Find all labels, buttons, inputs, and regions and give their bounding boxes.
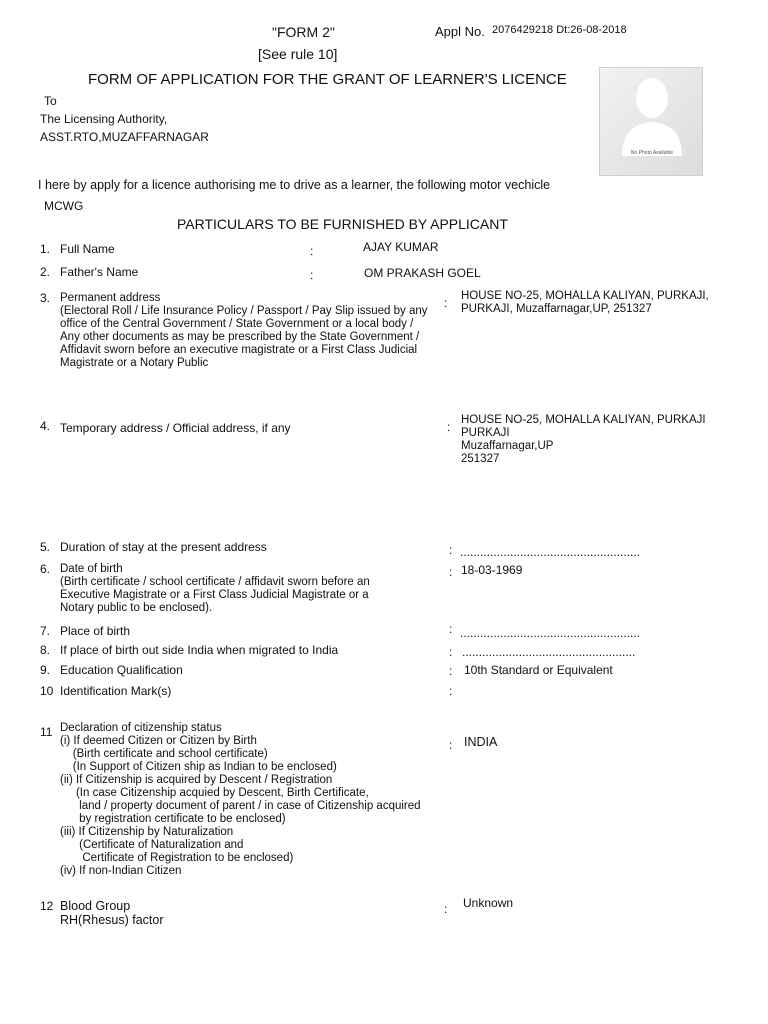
place-of-birth-value: ...................................................... <box>460 626 641 640</box>
education-value: 10th Standard or Equivalent <box>464 663 613 677</box>
appl-no-label: Appl No. <box>435 24 485 39</box>
section-title: PARTICULARS TO BE FURNISHED BY APPLICANT <box>177 216 508 232</box>
permanent-address-value: HOUSE NO-25, MOHALLA KALIYAN, PURKAJI, PURKAJI, Muzaffarnagar,UP, 251327 <box>461 290 709 315</box>
colon: : <box>449 645 453 659</box>
intro-text: I here by apply for a licence authorising me to drive as a learner, the following motor vechicle <box>38 178 551 192</box>
form-title: FORM OF APPLICATION FOR THE GRANT OF LEARNER'S LICENCE <box>88 71 567 88</box>
colon: : <box>310 268 314 282</box>
to-label: To <box>44 94 57 108</box>
item-number: 4. <box>40 419 51 433</box>
permanent-address-label: Permanent address (Electoral Roll / Life Insurance Policy / Passport / Pay Slip issued by any office of the Central Government / State Government or a local body / Any other documents as may be prescribed by the State Government / Affidavit sworn before an executive magistrate or a First Class Judicial Magistrate or a Notary Public <box>60 292 428 369</box>
citizenship-label: Declaration of citizenship status (i) If deemed Citizen or Citizen by Birth (Birth certificate and school certificate) (In Support of Citizen ship as Indian to be enclosed) (ii) If Citizenship is acquired by Descent / Registration (In case Citizenship acquied by Descent, Birth Certificate, land / property document of parent / in case of Citizenship acquired by registration certificate to be enclosed) (iii) If Citizenship by Naturalization (Certificate of Naturalization and Certificate of Registration to be enclosed) (iv) If non-Indian Citizen <box>60 722 421 877</box>
citizenship-value: INDIA <box>464 735 498 749</box>
item-number: 10 <box>40 684 54 698</box>
applicant-photo <box>599 67 703 176</box>
date-of-birth-label: Date of birth (Birth certificate / school certificate / affidavit sworn before an Executive Magistrate or a First Class Judicial Magistrate or a Notary public to be enclosed). <box>60 563 370 614</box>
full-name-label: Full Name <box>60 242 115 256</box>
identification-label: Identification Mark(s) <box>60 684 172 698</box>
item-number: 11 <box>40 725 53 739</box>
person-silhouette-icon <box>600 68 704 177</box>
rto-line: ASST.RTO,MUZAFFARNAGAR <box>40 130 209 144</box>
rule-reference: [See rule 10] <box>258 46 338 62</box>
item-number: 8. <box>40 643 51 657</box>
father-name-value: OM PRAKASH GOEL <box>364 266 481 280</box>
date-of-birth-value: 18-03-1969 <box>461 563 523 577</box>
colon: : <box>449 684 453 698</box>
colon: : <box>449 738 453 752</box>
item-number: 2. <box>40 265 51 279</box>
colon: : <box>449 622 453 636</box>
item-number: 3. <box>40 291 51 305</box>
temporary-address-label: Temporary address / Official address, if any <box>60 421 291 435</box>
item-number: 12 <box>40 899 54 913</box>
education-label: Education Qualification <box>60 663 183 677</box>
item-number: 1. <box>40 242 51 256</box>
blood-group-label: Blood Group RH(Rhesus) factor <box>60 899 164 927</box>
item-number: 7. <box>40 624 51 638</box>
migration-value: .................................................... <box>462 645 636 659</box>
colon: : <box>449 543 453 557</box>
place-of-birth-label: Place of birth <box>60 624 131 638</box>
vehicle-class: MCWG <box>44 199 84 213</box>
colon: : <box>449 565 453 579</box>
colon: : <box>449 664 453 678</box>
temporary-address-value: HOUSE NO-25, MOHALLA KALIYAN, PURKAJI PURKAJI Muzaffarnagar,UP 251327 <box>461 414 706 465</box>
father-name-label: Father's Name <box>60 265 139 279</box>
photo-caption: No Photo Available <box>630 150 674 156</box>
duration-stay-label: Duration of stay at the present address <box>60 540 267 554</box>
full-name-value: AJAY KUMAR <box>363 240 439 254</box>
duration-stay-value: ...................................................... <box>460 545 641 559</box>
colon: : <box>444 902 448 916</box>
migration-label: If place of birth out side India when migrated to India <box>60 643 339 657</box>
form-number: "FORM 2" <box>272 24 335 40</box>
authority-line: The Licensing Authority, <box>40 112 168 126</box>
appl-no-value: 2076429218 Dt:26-08-2018 <box>492 24 627 36</box>
item-number: 9. <box>40 663 51 677</box>
item-number: 6. <box>40 562 51 576</box>
colon: : <box>310 244 314 258</box>
item-number: 5. <box>40 540 51 554</box>
colon: : <box>444 296 448 310</box>
blood-group-value: Unknown <box>463 896 514 910</box>
colon: : <box>447 420 451 434</box>
